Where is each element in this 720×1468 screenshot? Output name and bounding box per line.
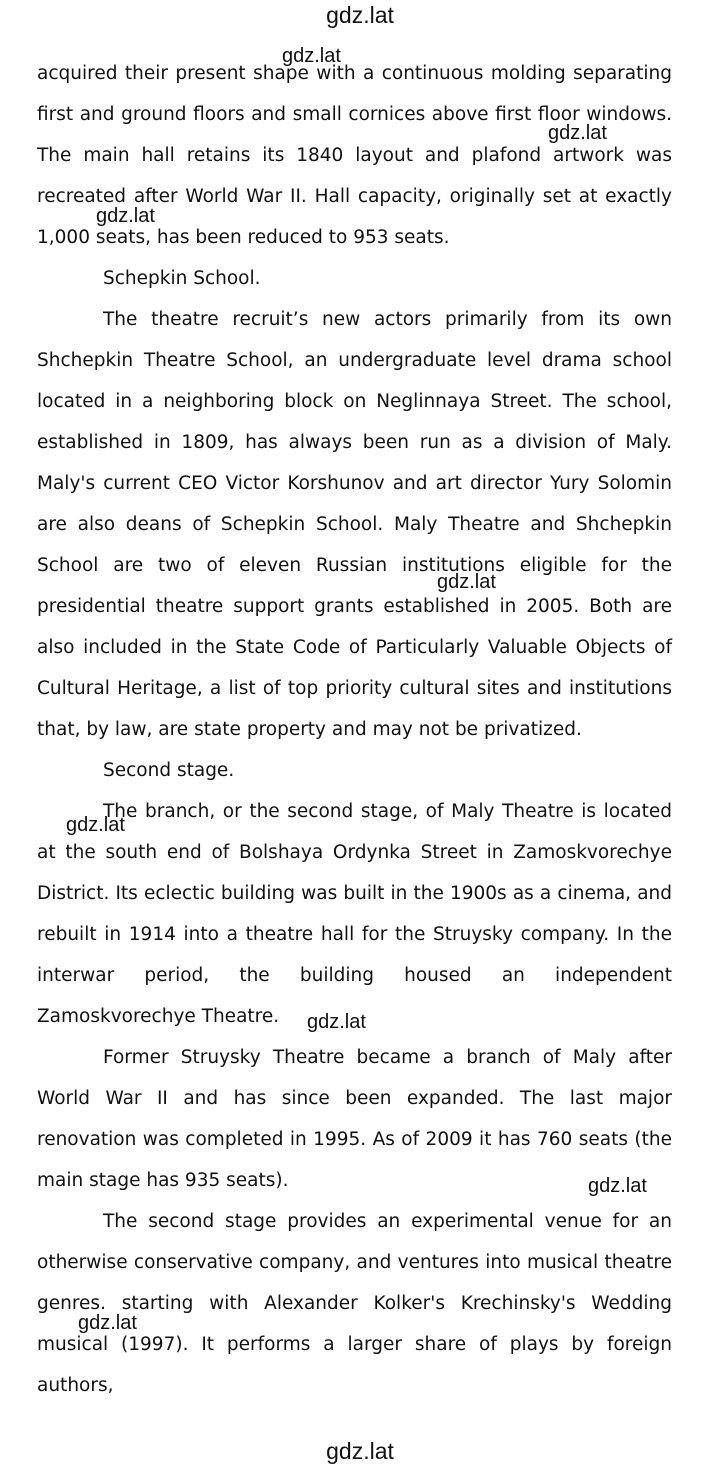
watermark: gdz.lat [282,45,341,67]
watermark: gdz.lat [307,1011,366,1033]
section-heading-schepkin: Schepkin School. [103,268,261,289]
watermark: gdz.lat [588,1175,647,1197]
watermark: gdz.lat [548,122,607,144]
document-body [37,53,672,1406]
watermark: gdz.lat [66,814,125,836]
watermark: gdz.lat [78,1312,137,1334]
watermark: gdz.lat [437,571,496,593]
site-header-watermark: gdz.lat [326,2,394,28]
paragraph-branch: The branch, or the second stage, of Maly Theatre is located at the south end of Bolshaya Ordynka Street in Zamoskvorechye District. Its eclectic building was built in the 1900s as a cinema, and rebuilt in 1914 into a theatre hall for the Struysky company. In the interwar period, the building housed an independent Zamoskvorechye Theatre. [37,801,672,1027]
section-heading-second-stage: Second stage. [103,760,235,781]
paragraph-former-struysky: Former Struysky Theatre became a branch of Maly after World War II and has since been expanded. The last major renovation was completed in 1995. As of 2009 it has 760 seats (the main stage has 935 seats). [37,1047,672,1191]
paragraph-schepkin: The theatre recruit’s new actors primarily from its own Shchepkin Theatre School, an undergraduate level drama school located in a neighboring block on Neglinnaya Street. The school, established in 1809, has always been run as a division of Maly. Maly's current CEO Victor Korshunov and art director Yury Solomin are also deans of Schepkin School. Maly Theatre and Shchepkin School are two of eleven Russian institutions eligible for the presidential theatre support grants established in 2005. Both are also included in the State Code of Particularly Valuable Objects of Cultural Heritage, a list of top priority cultural sites and institutions that, by law, are state property and may not be privatized. [37,309,672,740]
site-footer-watermark: gdz.lat [326,1438,394,1464]
watermark: gdz.lat [96,205,155,227]
paragraph-experimental-venue: The second stage provides an experimental venue for an otherwise conservative company, and ventures into musical theatre genres. starting with Alexander Kolker's Krechinsky's Wedding musical (1997). It performs a larger share of plays by foreign authors, [37,1211,672,1396]
paragraph-main-hall: acquired their present shape with a continuous molding separating first and ground floors and small cornices above first floor windows. The main hall retains its 1840 layout and plafond artwork was recreated after World War II. Hall capacity, originally set at exactly 1,000 seats, has been reduced to 953 seats. [37,63,672,248]
